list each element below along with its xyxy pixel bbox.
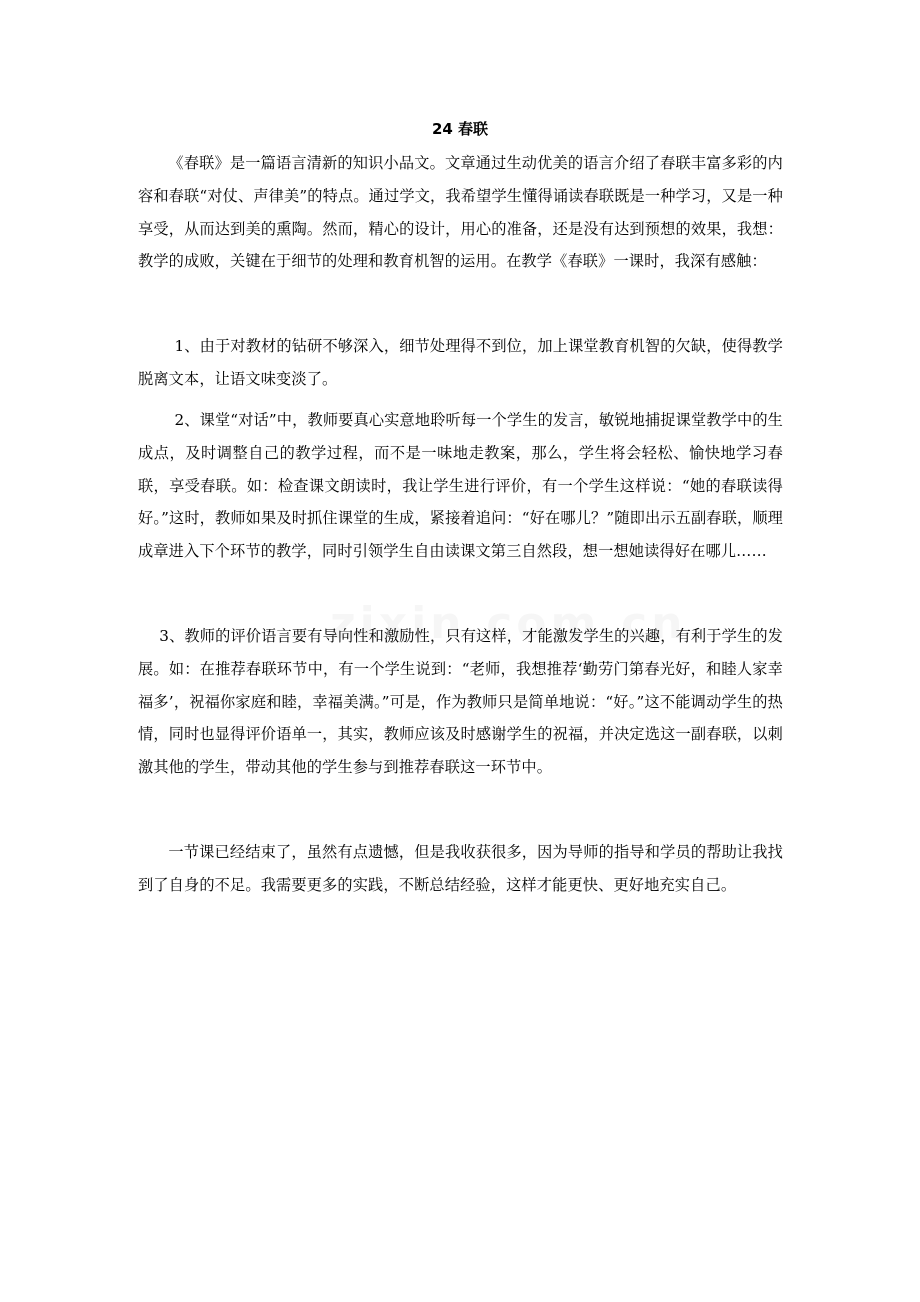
paragraph-conclusion: 一节课已经结束了，虽然有点遗憾，但是我收获很多，因为导师的指导和学员的帮助让我找到了自身的不足。我需要更多的实践，不断总结经验，这样才能更快、更好地充实自己。 — [138, 843, 783, 894]
document-title: 24 春联 — [431, 120, 489, 138]
paragraph-point-2: 2、课堂“对话”中，教师要真心实意地聆听每一个学生的发言，敏锐地捕捉课堂教学中的生成点，及时调整自己的教学过程，而不是一味地走教案，那么，学生将会轻松、愉快地学习春联，享受春联。如：检查课文朗读时，我让学生进行评价，有一个学生这样说：“她的春联读得好。”这时，教师如果及时抓住课堂的生成，紧接着追问：“好在哪儿？”随即出示五副春联，顺理成章进入下个环节的教学，同时引领学生自由读课文第三自然段，想一想她读得好在哪儿…… — [138, 411, 783, 561]
paragraph-point-1: 1、由于对教材的钻研不够深入，细节处理得不到位，加上课堂教育机智的欠缺，使得教学脱离文本，让语文味变淡了。 — [138, 337, 783, 388]
paragraph-intro: 《春联》是一篇语言清新的知识小品文。文章通过生动优美的语言介绍了春联丰富多彩的内容和春联“对仗、声律美”的特点。通过学文，我希望学生懂得诵读春联既是一种学习，又是一种享受，从而达到美的熏陶。然而，精心的设计，用心的准备，还是没有达到预想的效果，我想：教学的成败，关键在于细节的处理和教育机智的运用。在教学《春联》一课时，我深有感触： — [138, 154, 783, 271]
paragraph-point-3: 3、教师的评价语言要有导向性和激励性，只有这样，才能激发学生的兴趣，有利于学生的发展。如：在推荐春联环节中，有一个学生说到：“老师，我想推荐‘勤劳门第春光好，和睦人家幸福多’，祝福你家庭和睦，幸福美满。”可是，作为教师只是简单地说：“好。”这不能调动学生的热情，同时也显得评价语单一，其实，教师应该及时感谢学生的祝福，并决定选这一副春联，以刺激其他的学生，带动其他的学生参与到推荐春联这一环节中。 — [138, 627, 783, 777]
